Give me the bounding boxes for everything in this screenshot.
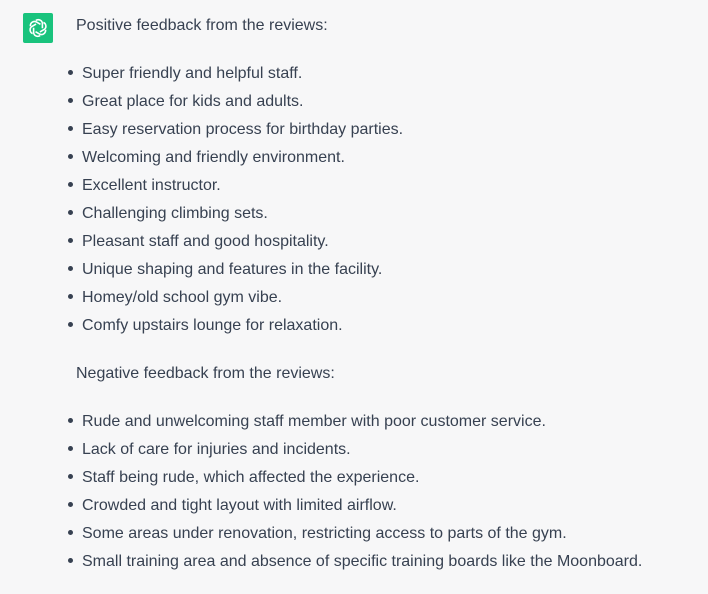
list-item-text: Welcoming and friendly environment. — [82, 149, 345, 166]
positive-feedback-list — [76, 60, 696, 340]
positive-feedback-heading: Positive feedback from the reviews: — [76, 17, 328, 34]
list-item — [76, 60, 696, 88]
bullet-icon — [68, 238, 73, 243]
list-item — [76, 492, 696, 520]
list-item — [76, 436, 696, 464]
list-item-text: Super friendly and helpful staff. — [82, 65, 303, 82]
list-item-text: Crowded and tight layout with limited airflow. — [82, 497, 397, 514]
list-item — [76, 464, 696, 492]
list-item — [76, 548, 696, 576]
negative-feedback-heading: Negative feedback from the reviews: — [76, 365, 335, 382]
bullet-icon — [68, 530, 73, 535]
bullet-icon — [68, 182, 73, 187]
bullet-icon — [68, 558, 73, 563]
list-item-text: Comfy upstairs lounge for relaxation. — [82, 317, 343, 334]
list-item-text: Lack of care for injuries and incidents. — [82, 441, 351, 458]
bullet-icon — [68, 266, 73, 271]
bullet-icon — [68, 446, 73, 451]
list-item-text: Small training area and absence of specific training boards like the Moonboard. — [82, 553, 643, 570]
list-item — [76, 116, 696, 144]
list-item-text: Rude and unwelcoming staff member with poor customer service. — [82, 413, 546, 430]
bullet-icon — [68, 294, 73, 299]
list-item-text: Staff being rude, which affected the experience. — [82, 469, 420, 486]
list-item — [76, 200, 696, 228]
list-item-text: Easy reservation process for birthday parties. — [82, 121, 404, 138]
negative-feedback-list — [76, 408, 696, 576]
message-content — [76, 15, 696, 576]
list-item-text: Homey/old school gym vibe. — [82, 289, 283, 306]
bullet-icon — [68, 154, 73, 159]
list-item-text: Excellent instructor. — [82, 177, 221, 194]
bullet-icon — [68, 126, 73, 131]
assistant-avatar — [23, 13, 53, 43]
list-item — [76, 228, 696, 256]
list-item-text: Pleasant staff and good hospitality. — [82, 233, 329, 250]
bullet-icon — [68, 418, 73, 423]
list-item — [76, 172, 696, 200]
bullet-icon — [68, 474, 73, 479]
bullet-icon — [68, 70, 73, 75]
list-item-text: Unique shaping and features in the facility. — [82, 261, 383, 278]
list-item — [76, 312, 696, 340]
list-item — [76, 256, 696, 284]
list-item — [76, 520, 696, 548]
openai-logo-icon — [23, 13, 53, 43]
list-item-text: Great place for kids and adults. — [82, 93, 304, 110]
bullet-icon — [68, 322, 73, 327]
list-item-text: Some areas under renovation, restricting access to parts of the gym. — [82, 525, 567, 542]
bullet-icon — [68, 98, 73, 103]
list-item — [76, 144, 696, 172]
list-item — [76, 408, 696, 436]
bullet-icon — [68, 210, 73, 215]
list-item — [76, 284, 696, 312]
bullet-icon — [68, 502, 73, 507]
list-item — [76, 88, 696, 116]
list-item-text: Challenging climbing sets. — [82, 205, 268, 222]
